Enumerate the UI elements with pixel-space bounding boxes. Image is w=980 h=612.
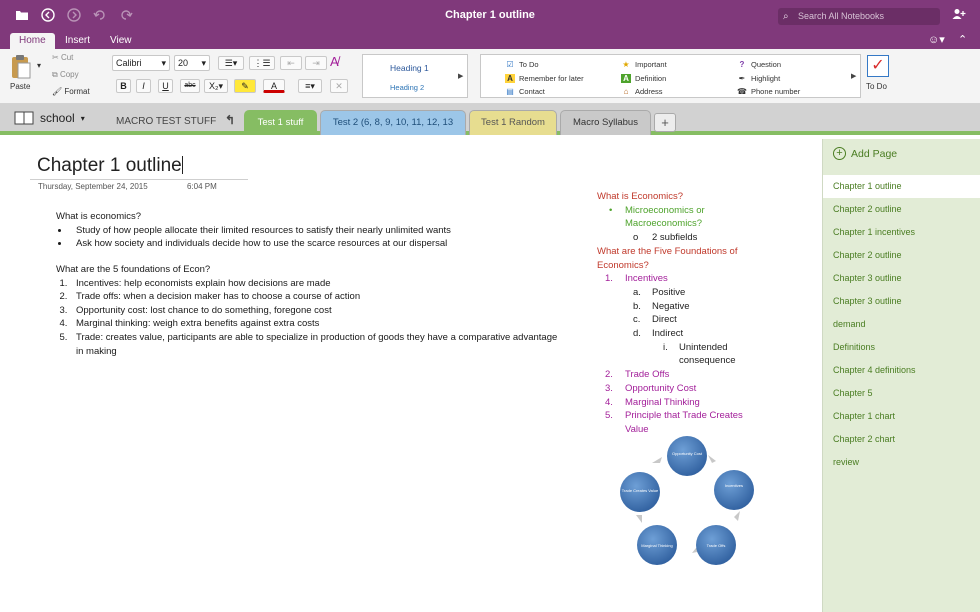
search-placeholder: Search All Notebooks (798, 11, 885, 21)
outline-subitem: b. Negative (633, 300, 690, 312)
outline-item: 1. Incentives (605, 273, 668, 285)
font-size-select[interactable]: 20 ▾ (174, 55, 210, 71)
page-list-item[interactable]: Chapter 1 outline (823, 175, 980, 198)
tab-insert[interactable]: Insert (65, 35, 91, 46)
pages-pane (822, 139, 980, 612)
bullets-button[interactable]: ☰▾ (218, 56, 244, 70)
page-list-item[interactable]: Chapter 2 outline (833, 250, 902, 260)
window-title: Chapter 1 outline (445, 9, 535, 21)
outline-bullet: • Microeconomics or Macroeconomics? (609, 204, 705, 230)
note-numbered-item: 4. Marginal thinking: weigh extra benefits against extra costs (70, 317, 561, 331)
tag-definition[interactable]: A Definition (621, 74, 666, 83)
styles-gallery (362, 54, 468, 98)
tag-question[interactable]: ? Question (737, 60, 781, 69)
svg-text:Opportunity Cost: Opportunity Cost (671, 451, 703, 456)
add-section-button[interactable] (654, 113, 676, 132)
chevron-down-icon: ▾ (80, 113, 85, 123)
outline-question: What is Economics? (597, 191, 684, 202)
menu-bar (0, 32, 980, 49)
highlight-color-icon[interactable]: ✎ (234, 79, 256, 93)
subscript-button[interactable]: X₂▾ (204, 79, 228, 93)
svg-text:Marginal Thinking: Marginal Thinking (641, 543, 673, 548)
note-bullet: • Ask how society and individuals decide how to use the scarce resources at our dispersal (70, 237, 556, 251)
svg-text:Trade Creates Value: Trade Creates Value (621, 488, 659, 493)
copy-button[interactable]: ⧉ Copy (52, 70, 79, 79)
home-icon: ⌂ (623, 87, 629, 96)
strikethrough-button[interactable]: abc (180, 79, 200, 93)
section-tab-test-1-random[interactable]: Test 1 Random (469, 110, 557, 135)
outline-subitem: o 2 subfields (633, 232, 698, 244)
phone-icon: ☎ (737, 87, 747, 96)
title-divider (30, 179, 248, 180)
styles-more-icon[interactable]: ▶ (458, 73, 464, 80)
page-list-item[interactable]: Chapter 1 incentives (833, 227, 916, 237)
indent-button[interactable]: ⇥ (305, 56, 327, 70)
definition-icon: A (621, 74, 631, 83)
tab-home[interactable]: Home (10, 33, 55, 49)
checkbox-icon: ☑ (506, 60, 514, 69)
tag-contact[interactable]: ▤ Contact (506, 87, 545, 96)
italic-button[interactable]: I (136, 79, 151, 93)
notebooks-icon (14, 111, 34, 125)
note-numbered-item: 5. Trade: creates value, participants are able to specialize in production of goods they have a comparative advantage in making (70, 331, 561, 358)
page-time: 6:04 PM (187, 182, 217, 191)
smiley-feedback-icon[interactable]: ☺▾ (928, 34, 945, 46)
note-question: What are the 5 foundations of Econ? (56, 264, 211, 275)
tag-highlight[interactable]: ✒ Highlight (738, 74, 781, 83)
chevron-down-icon: ▾ (161, 58, 166, 68)
section-tab-test-2[interactable]: Test 2 (6, 8, 9, 10, 11, 12, 13 (320, 110, 466, 135)
note-mindmap-outline[interactable] (597, 190, 762, 437)
page-list-item[interactable]: Definitions (833, 342, 876, 352)
note-numbered-item: 3. Opportunity cost: lost chance to do something, foregone cost (70, 304, 561, 318)
outline-subitem: d. Indirect (633, 328, 684, 340)
section-bar (0, 104, 980, 135)
chevron-down-icon: ▾ (201, 58, 206, 68)
outline-question: What are the Five Foundations of Economics? (597, 245, 738, 271)
tag-todo[interactable]: ☑ To Do (506, 60, 539, 69)
return-arrow-icon: ↰ (224, 113, 236, 127)
remember-icon: A (505, 74, 515, 83)
outline-item: 2. Trade Offs (605, 369, 670, 381)
paste-dropdown-icon[interactable]: ▾ (37, 61, 42, 70)
align-button[interactable]: ≡▾ (298, 79, 322, 93)
page-date: Thursday, September 24, 2015 (38, 182, 148, 191)
page-title[interactable]: Chapter 1 outline (37, 155, 182, 176)
note-foundations[interactable] (56, 263, 561, 358)
page-list-item[interactable]: review (833, 457, 860, 467)
cut-icon: ✂ (52, 53, 59, 62)
outline-subitem: c. Direct (633, 314, 677, 326)
note-numbered-item: 1. Incentives: help economists explain how decisions are made (70, 277, 561, 291)
copy-icon: ⧉ (52, 70, 58, 79)
tab-view[interactable]: View (110, 35, 132, 46)
note-question: What is economics? (56, 211, 142, 222)
tag-remember[interactable]: A Remember for later (505, 74, 584, 83)
note-numbered-item: 2. Trade offs: when a decision maker has to choose a course of action (70, 290, 561, 304)
cycle-node-opportunity-cost (667, 436, 707, 476)
font-color-icon[interactable]: A (263, 79, 285, 93)
notebook-name: school (40, 111, 75, 125)
add-page-button[interactable]: + Add Page (833, 147, 897, 160)
page-list-item[interactable]: Chapter 2 chart (833, 434, 896, 444)
page-list-item[interactable]: Chapter 3 outline (833, 296, 902, 306)
contact-icon: ▤ (506, 87, 514, 96)
format-painter-button[interactable]: 🖌 Format (52, 87, 90, 96)
search-icon: ⌕ (783, 11, 789, 22)
cycle-node-trade-offs (696, 525, 736, 565)
cycle-diagram[interactable] (612, 435, 762, 575)
tags-gallery (480, 54, 861, 98)
question-icon: ? (739, 60, 745, 69)
page-list-item[interactable]: demand (833, 319, 866, 329)
page-list-item[interactable]: Chapter 4 definitions (833, 365, 916, 375)
underline-button[interactable]: U (158, 79, 173, 93)
svg-text:Trade Offs: Trade Offs (706, 543, 726, 548)
page-list-item[interactable]: Chapter 5 (833, 388, 873, 398)
plus-icon: + (661, 115, 669, 130)
cycle-node-trade-creates-value (620, 472, 660, 512)
bold-button[interactable]: B (116, 79, 131, 93)
cycle-node-incentives (714, 470, 754, 510)
todo-checkbox-icon[interactable]: ✓ (867, 55, 889, 77)
paste-label[interactable]: Paste (10, 82, 31, 91)
title-bar (0, 0, 980, 32)
clear-formatting-icon[interactable]: A̸ (330, 54, 339, 69)
outline-subitem: a. Positive (633, 286, 686, 298)
paste-icon[interactable] (10, 54, 34, 80)
pen-icon: ✒ (738, 74, 746, 83)
search-input[interactable] (778, 8, 940, 25)
section-group-macro-test-stuff[interactable]: MACRO TEST STUFF ↰ (116, 113, 236, 127)
outline-subsubitem: i. Unintended consequence (663, 341, 736, 367)
cycle-node-marginal-thinking (637, 525, 677, 565)
star-icon: ★ (622, 60, 630, 69)
format-painter-icon: 🖌 (52, 87, 63, 96)
outdent-button[interactable]: ⇤ (280, 56, 302, 70)
style-heading-1[interactable]: Heading 1 (390, 63, 429, 73)
page-list (823, 175, 980, 474)
share-icon[interactable] (952, 8, 966, 23)
tag-important[interactable]: ★ Important (622, 60, 667, 69)
note-bullet: • Study of how people allocate their limited resources to satisfy their nearly unlimited wants (70, 224, 556, 238)
outline-item: 5. Principle that Trade Creates Value (605, 410, 743, 435)
note-canvas[interactable] (0, 139, 822, 612)
numbering-button[interactable]: ⋮☰ (249, 56, 275, 70)
text-cursor (182, 156, 183, 174)
tags-more-icon[interactable]: ▶ (851, 73, 857, 80)
section-tab-test-1-stuff[interactable]: Test 1 stuff (244, 110, 317, 135)
note-economics[interactable] (56, 210, 556, 251)
tag-address[interactable]: ⌂ Address (621, 87, 663, 96)
cut-button[interactable]: ✂ Cut (52, 53, 74, 62)
outline-item: 3. Opportunity Cost (605, 382, 697, 394)
style-heading-2[interactable]: Heading 2 (390, 83, 425, 92)
notebook-picker[interactable] (14, 111, 85, 125)
add-circle-icon: + (833, 147, 846, 160)
page-list-item[interactable]: Chapter 3 outline (833, 273, 902, 283)
ribbon (0, 49, 980, 104)
svg-text:Incentives: Incentives (724, 483, 744, 488)
todo-label[interactable]: To Do (866, 82, 887, 91)
outline-item: 4. Marginal Thinking (605, 396, 700, 408)
collapse-ribbon-icon[interactable]: ⌃ (958, 34, 968, 46)
tag-phone[interactable]: ☎ Phone number (737, 87, 801, 96)
page-list-item[interactable]: Chapter 1 chart (833, 411, 896, 421)
delete-icon[interactable]: ✕ (330, 79, 348, 93)
font-select[interactable]: Calibri ▾ (112, 55, 170, 71)
page-list-item[interactable]: Chapter 2 outline (833, 204, 902, 214)
section-tab-macro-syllabus[interactable]: Macro Syllabus (560, 110, 651, 135)
